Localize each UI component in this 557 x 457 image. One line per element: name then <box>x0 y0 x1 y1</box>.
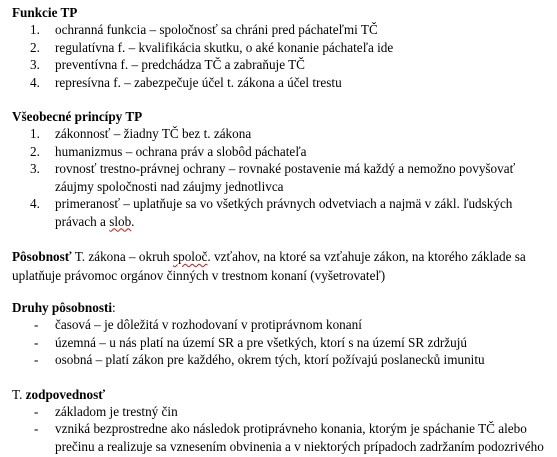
spellcheck-underlined-word: slob <box>109 213 132 229</box>
spacer <box>12 230 552 247</box>
list-item-text <box>55 196 512 229</box>
list-marker: - <box>34 334 39 350</box>
list-item <box>12 316 552 334</box>
list-marker: 1. <box>30 22 40 37</box>
list-marker: 4. <box>30 74 40 90</box>
list-item-text: regulatívna f. – kvalifikácia skutku, o aké konanie páchateľa ide <box>55 39 394 55</box>
document-page <box>12 4 552 455</box>
spacer <box>12 285 552 299</box>
paragraph-posobnost <box>12 247 552 285</box>
list-marker: 3. <box>30 57 40 72</box>
list-item-text: územná – u nás platí na území SR a pre všetkých, ktorí s na území SR zdržujú <box>55 334 468 350</box>
list-item-text: časová – je dôležitá v rozhodovaní v protiprávnom konaní <box>55 317 362 332</box>
list-item-text: humanizmus – ochrana práv a slobôd páchateľa <box>55 143 307 159</box>
term-posobnost: Pôsobnosť <box>12 249 72 264</box>
heading-principy: Všeobecné princípy TP <box>12 109 143 124</box>
list-funkcie <box>12 21 552 91</box>
list-item-text-part: primeranosť – uplatňuje sa vo všetkých právnych odvetviach a najmä v zákl. ľudských právach a <box>55 196 513 229</box>
list-item <box>12 420 552 455</box>
list-zodpovednost <box>12 403 552 456</box>
spacer <box>12 369 552 386</box>
list-item <box>12 74 552 92</box>
list-item-text: osobná – platí zákon pre každého, okrem tých, ktorí požívajú poslanecků imunitu <box>55 352 485 367</box>
list-item <box>12 39 552 57</box>
list-item-text: základom je trestný čin <box>55 403 178 419</box>
list-item-text: preventívna f. – predchádza TČ a zabraňuje TČ <box>55 57 305 72</box>
list-item <box>12 56 552 74</box>
paragraph-text: . vzťahov, na ktoré sa vzťahuje zákon, na ktorého základe sa uplatňuje právomoc orgánov činných v trestnom konaní (vyšetrovateľ) <box>12 249 526 283</box>
list-item-text: vzniká bezprostredne ako následok protiprávneho konania, ktorým je spáchanie TČ alebo prečinu a realizuje sa vznesením obvinenia a v niektorých prípadoch zadržaním podozrivého <box>55 421 544 454</box>
list-marker: - <box>34 352 39 367</box>
list-item-text: ochranná funkcia – spoločnosť sa chráni pred páchateľmi TČ <box>55 22 378 37</box>
list-item-text: represívna f. – zabezpečuje účel t. zákona a účel trestu <box>55 74 342 90</box>
list-item <box>12 125 552 143</box>
spellcheck-underlined-word: spoloč <box>172 249 208 264</box>
list-marker: 2. <box>30 143 40 159</box>
list-item <box>12 403 552 421</box>
heading-zodpovednost <box>12 386 552 403</box>
heading-druhy-text: Druhy pôsobnosti <box>12 300 113 315</box>
heading-zodpovednost-prefix: T. <box>12 386 26 402</box>
list-item <box>12 195 552 230</box>
list-item-text-part: . <box>131 213 135 229</box>
heading-druhy <box>12 299 552 316</box>
list-druhy <box>12 316 552 369</box>
heading-funkcie: Funkcie TP <box>12 5 78 20</box>
list-item <box>12 143 552 161</box>
list-marker: - <box>34 317 39 332</box>
list-marker: - <box>34 403 39 419</box>
list-principy <box>12 125 552 230</box>
heading-druhy-suffix: : <box>112 300 116 315</box>
list-item-text: rovnosť trestno-právnej ochrany – rovnaké postavenie má každý a nemožno povyšovať záujmy spoločnosti nad záujmy jednotlivca <box>55 161 516 194</box>
list-item-text: zákonnosť – žiadny TČ bez t. zákona <box>55 126 252 141</box>
list-marker: 4. <box>30 196 40 211</box>
list-marker: 1. <box>30 126 40 141</box>
list-marker: 2. <box>30 39 40 55</box>
list-item <box>12 160 552 195</box>
list-item <box>12 334 552 352</box>
list-marker: - <box>34 421 39 436</box>
term-zodpovednost: zodpovednosť <box>25 386 106 402</box>
list-item <box>12 21 552 39</box>
spacer <box>12 91 552 108</box>
list-item <box>12 351 552 369</box>
paragraph-text: T. zákona – okruh <box>71 249 173 264</box>
list-marker: 3. <box>30 161 40 176</box>
